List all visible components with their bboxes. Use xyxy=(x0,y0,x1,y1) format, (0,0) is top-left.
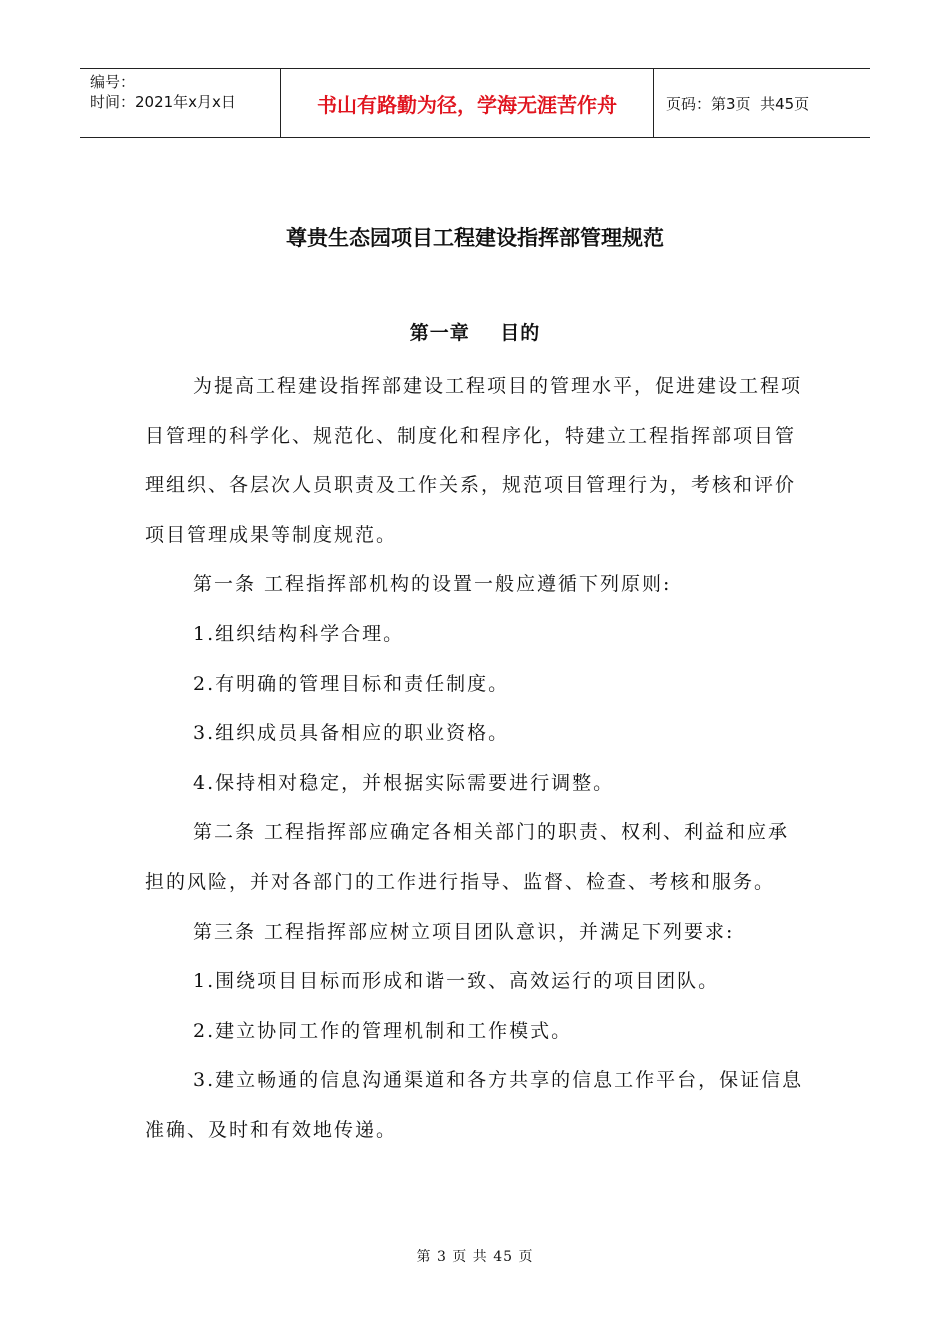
chapter-heading xyxy=(0,318,950,345)
document-title: 尊贵生态园项目工程建设指挥部管理规范 xyxy=(286,226,664,250)
document-body xyxy=(145,362,810,1156)
document-header xyxy=(80,68,870,138)
paragraph: 第一条 工程指挥部机构的设置一般应遵循下列原则: xyxy=(193,573,672,596)
paragraph: 第二条 工程指挥部应确定各相关部门的职责、权利、利益和应承担的风险，并对各部门的工作进行指导、监督、检查、考核和服务。 xyxy=(145,821,790,893)
paragraph: 3.组织成员具备相应的职业资格。 xyxy=(193,722,510,745)
number-label: 编号： xyxy=(90,73,136,91)
header-page-info xyxy=(654,69,870,137)
paragraph: 1.组织结构科学合理。 xyxy=(193,622,405,645)
chapter-heading-text: 第一章 目的 xyxy=(409,322,541,344)
paragraph: 4.保持相对稳定，并根据实际需要进行调整。 xyxy=(193,771,615,794)
paragraph: 为提高工程建设指挥部建设工程项目的管理水平，促进建设工程项目管理的科学化、规范化、制度化和程序化，特建立工程指挥部项目管理组织、各层次人员职责及工作关系，规范项目管理行为，考核和评价项目管理成果等制度规范。 xyxy=(145,375,803,546)
page-info-text: 页码：第3页 共45页 xyxy=(666,94,810,113)
paragraph: 1.围绕项目目标而形成和谐一致、高效运行的项目团队。 xyxy=(193,970,720,993)
paragraph: 第三条 工程指挥部应树立项目团队意识，并满足下列要求: xyxy=(193,920,735,943)
header-meta xyxy=(80,69,281,137)
time-label: 时间：2021年x月x日 xyxy=(90,93,236,111)
header-motto: 书山有路勤为径，学海无涯苦作舟 xyxy=(281,69,654,137)
paragraph: 2.有明确的管理目标和责任制度。 xyxy=(193,672,510,695)
paragraph: 3.建立畅通的信息沟通渠道和各方共享的信息工作平台，保证信息准确、及时和有效地传递。 xyxy=(145,1069,804,1141)
page-footer: 第 3 页 共 45 页 xyxy=(416,1249,534,1265)
paragraph: 2.建立协同工作的管理机制和工作模式。 xyxy=(193,1019,573,1042)
